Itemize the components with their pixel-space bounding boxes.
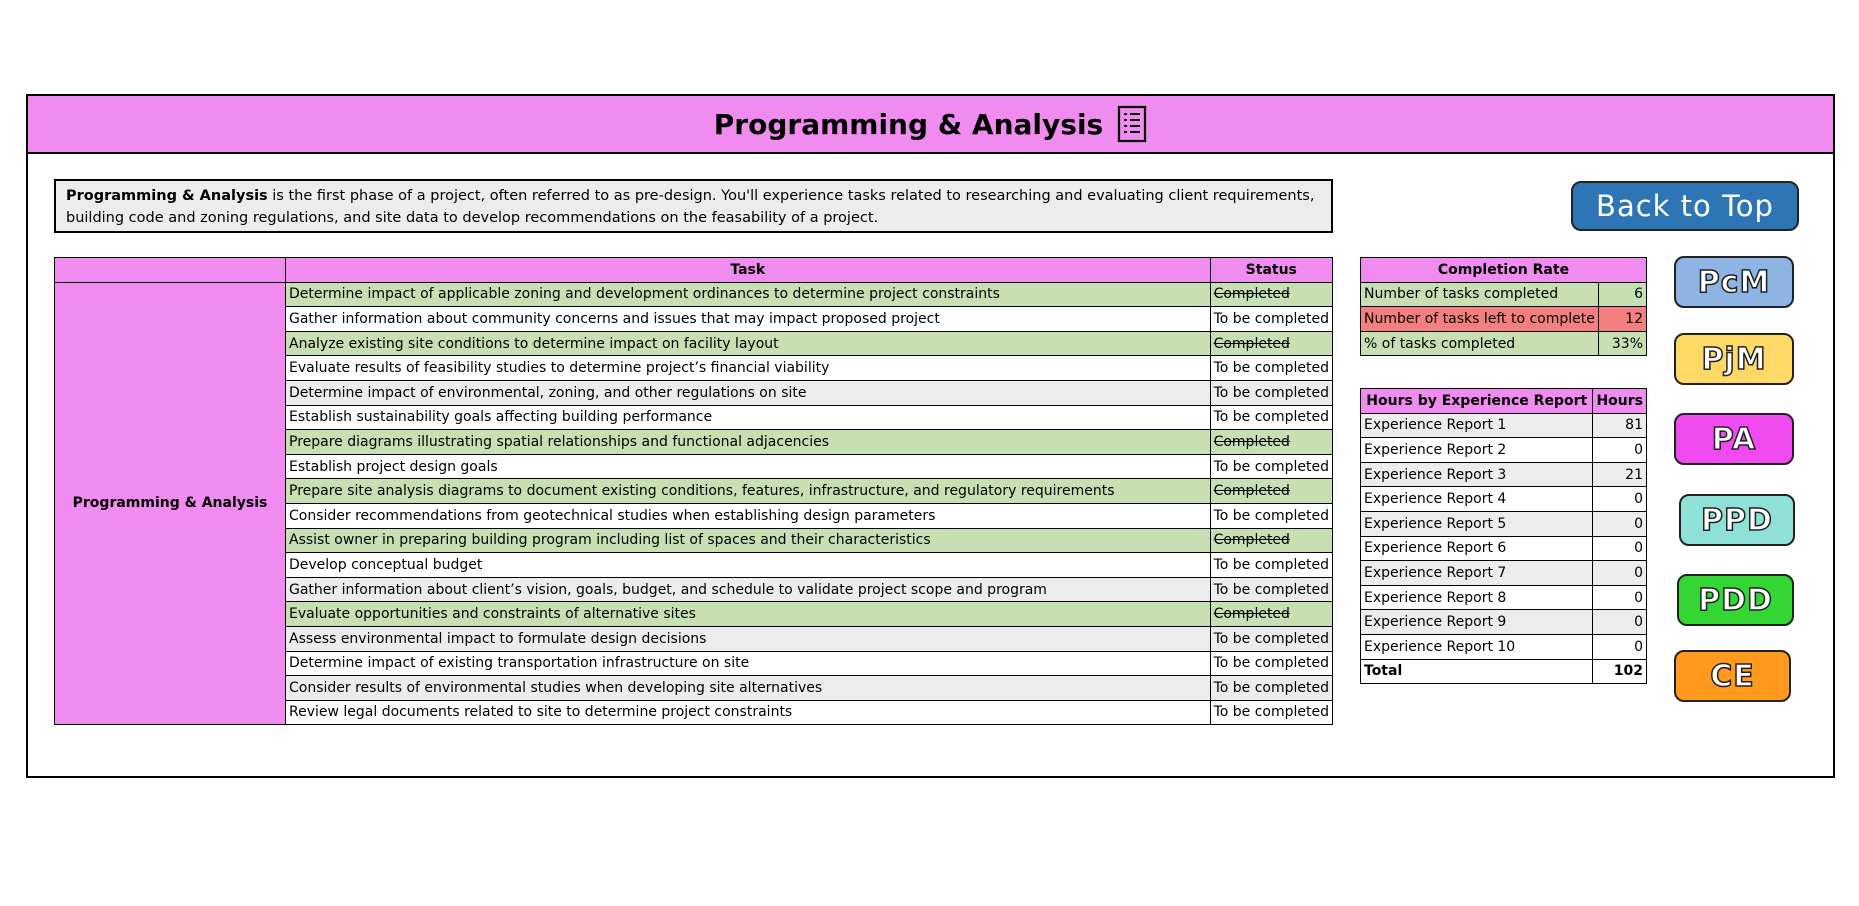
hours-total-row xyxy=(1361,659,1647,684)
hours-label: Experience Report 1 xyxy=(1361,413,1593,438)
completion-rate-header: Completion Rate xyxy=(1361,258,1647,283)
pcm-phase-button[interactable]: PcM xyxy=(1674,256,1794,308)
hours-label: Experience Report 4 xyxy=(1361,487,1593,512)
status-cell[interactable]: To be completed xyxy=(1210,454,1332,479)
hours-total-value: 102 xyxy=(1593,659,1647,684)
task-cell[interactable]: Determine impact of existing transportation infrastructure on site xyxy=(286,651,1211,676)
task-cell[interactable]: Consider recommendations from geotechnical studies when establishing design parameters xyxy=(286,503,1211,528)
task-cell[interactable]: Prepare diagrams illustrating spatial relationships and functional adjacencies xyxy=(286,430,1211,455)
description-lead: Programming & Analysis xyxy=(66,188,268,204)
hours-label: Experience Report 3 xyxy=(1361,462,1593,487)
pa-phase-button[interactable]: PA xyxy=(1674,413,1794,465)
task-cell[interactable]: Determine impact of applicable zoning and development ordinances to determine project constraints xyxy=(286,282,1211,307)
task-cell[interactable]: Prepare site analysis diagrams to document existing conditions, features, infrastructure, and regulatory requirements xyxy=(286,479,1211,504)
task-cell[interactable]: Evaluate results of feasibility studies to determine project’s financial viability xyxy=(286,356,1211,381)
completion-rate-table xyxy=(1360,257,1647,356)
pdd-phase-button[interactable]: PDD xyxy=(1677,574,1794,626)
hours-value: 21 xyxy=(1593,462,1647,487)
task-cell[interactable]: Gather information about client’s vision, goals, budget, and schedule to validate project scope and program xyxy=(286,577,1211,602)
page-title: Programming & Analysis xyxy=(713,107,1104,141)
status-cell[interactable]: To be completed xyxy=(1210,553,1332,578)
hours-label: Experience Report 10 xyxy=(1361,634,1593,659)
tasks-header-row xyxy=(55,258,1333,283)
hours-total-label: Total xyxy=(1361,659,1593,684)
category-cell: Programming & Analysis xyxy=(55,282,286,725)
status-cell[interactable]: Completed xyxy=(1210,479,1332,504)
status-cell[interactable]: To be completed xyxy=(1210,307,1332,332)
hours-value: 0 xyxy=(1593,438,1647,463)
hours-value: 0 xyxy=(1593,511,1647,536)
pjm-phase-button[interactable]: PjM xyxy=(1674,333,1794,385)
rate-row xyxy=(1361,282,1647,307)
task-cell[interactable]: Assist owner in preparing building program including list of spaces and their characteristics xyxy=(286,528,1211,553)
rate-value: 6 xyxy=(1599,282,1647,307)
task-cell[interactable]: Develop conceptual budget xyxy=(286,553,1211,578)
hours-row xyxy=(1361,585,1647,610)
hours-value: 0 xyxy=(1593,536,1647,561)
task-cell[interactable]: Determine impact of environmental, zoning, and other regulations on site xyxy=(286,380,1211,405)
hours-row xyxy=(1361,462,1647,487)
hours-value: 0 xyxy=(1593,634,1647,659)
status-cell[interactable]: To be completed xyxy=(1210,503,1332,528)
hours-value: 81 xyxy=(1593,413,1647,438)
hours-value-header: Hours xyxy=(1593,389,1647,414)
back-to-top-button[interactable]: Back to Top xyxy=(1571,181,1799,231)
hours-row xyxy=(1361,511,1647,536)
hours-label: Experience Report 9 xyxy=(1361,610,1593,635)
hours-value: 0 xyxy=(1593,487,1647,512)
hours-row xyxy=(1361,487,1647,512)
hours-label: Experience Report 6 xyxy=(1361,536,1593,561)
task-header: Task xyxy=(286,258,1211,283)
hours-value: 0 xyxy=(1593,561,1647,586)
task-cell[interactable]: Review legal documents related to site to determine project constraints xyxy=(286,700,1211,725)
document-list-icon xyxy=(1117,105,1147,143)
hours-label: Experience Report 7 xyxy=(1361,561,1593,586)
hours-row xyxy=(1361,413,1647,438)
task-cell[interactable]: Analyze existing site conditions to determine impact on facility layout xyxy=(286,331,1211,356)
task-cell[interactable]: Gather information about community concerns and issues that may impact proposed project xyxy=(286,307,1211,332)
status-cell[interactable]: To be completed xyxy=(1210,356,1332,381)
hours-row xyxy=(1361,634,1647,659)
task-cell[interactable]: Evaluate opportunities and constraints of alternative sites xyxy=(286,602,1211,627)
ce-phase-button[interactable]: CE xyxy=(1674,650,1791,702)
rate-value: 33% xyxy=(1599,331,1647,356)
hours-row xyxy=(1361,610,1647,635)
hours-row xyxy=(1361,536,1647,561)
page-header xyxy=(28,96,1833,154)
ppd-phase-button[interactable]: PPD xyxy=(1679,494,1795,546)
rate-label: % of tasks completed xyxy=(1361,331,1599,356)
status-cell[interactable]: To be completed xyxy=(1210,626,1332,651)
hours-label: Experience Report 2 xyxy=(1361,438,1593,463)
status-cell[interactable]: Completed xyxy=(1210,331,1332,356)
status-cell[interactable]: To be completed xyxy=(1210,380,1332,405)
sheet-frame xyxy=(26,94,1835,778)
tasks-table xyxy=(54,257,1333,725)
hours-label: Experience Report 5 xyxy=(1361,511,1593,536)
hours-row xyxy=(1361,438,1647,463)
category-header xyxy=(55,258,286,283)
status-cell[interactable]: Completed xyxy=(1210,282,1332,307)
task-cell[interactable]: Consider results of environmental studies when developing site alternatives xyxy=(286,676,1211,701)
rate-label: Number of tasks left to complete xyxy=(1361,307,1599,332)
hours-report-table xyxy=(1360,388,1647,684)
rate-label: Number of tasks completed xyxy=(1361,282,1599,307)
hours-value: 0 xyxy=(1593,585,1647,610)
status-cell[interactable]: To be completed xyxy=(1210,405,1332,430)
hours-value: 0 xyxy=(1593,610,1647,635)
task-cell[interactable]: Establish sustainability goals affecting building performance xyxy=(286,405,1211,430)
status-cell[interactable]: Completed xyxy=(1210,602,1332,627)
rate-row xyxy=(1361,331,1647,356)
hours-row xyxy=(1361,561,1647,586)
table-row xyxy=(55,282,1333,307)
status-header: Status xyxy=(1210,258,1332,283)
task-cell[interactable]: Establish project design goals xyxy=(286,454,1211,479)
description-text: is the first phase of a project, often referred to as pre-design. You'll experience tasks related to researching and evaluating client requirements, building code and zoning regulations, and site data to develop recommendations on the feasability of a project. xyxy=(66,188,1315,226)
phase-description xyxy=(54,179,1333,233)
status-cell[interactable]: To be completed xyxy=(1210,676,1332,701)
status-cell[interactable]: Completed xyxy=(1210,430,1332,455)
status-cell[interactable]: To be completed xyxy=(1210,700,1332,725)
rate-value: 12 xyxy=(1599,307,1647,332)
status-cell[interactable]: To be completed xyxy=(1210,577,1332,602)
status-cell[interactable]: To be completed xyxy=(1210,651,1332,676)
status-cell[interactable]: Completed xyxy=(1210,528,1332,553)
hours-label-header: Hours by Experience Report xyxy=(1361,389,1593,414)
rate-row xyxy=(1361,307,1647,332)
hours-label: Experience Report 8 xyxy=(1361,585,1593,610)
task-cell[interactable]: Assess environmental impact to formulate design decisions xyxy=(286,626,1211,651)
